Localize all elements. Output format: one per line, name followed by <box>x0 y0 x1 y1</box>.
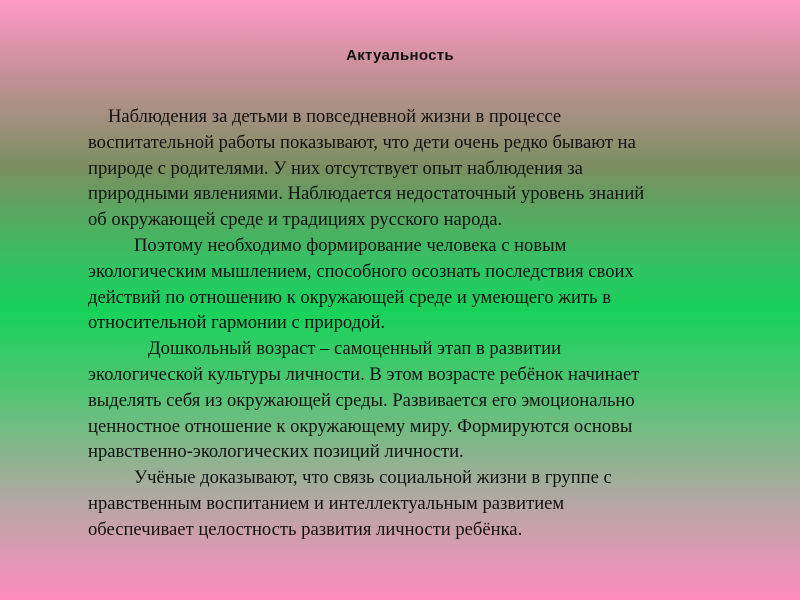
text-line: природными явлениями. Наблюдается недостаточный уровень знаний <box>88 183 645 205</box>
paragraph-1 <box>88 104 778 233</box>
text-line: об окружающей среде и традициях русского народа. <box>88 209 503 231</box>
text-line: относительной гармонии с природой. <box>88 312 386 334</box>
text-line: выделять себя из окружающей среды. Развивается его эмоционально <box>88 389 635 411</box>
text-line: Поэтому необходимо формирование человека с новым <box>134 234 567 256</box>
paragraph-3 <box>88 336 778 465</box>
text-line: Дошкольный возраст – самоценный этап в развитии <box>148 338 562 360</box>
text-line: действий по отношению к окружающей среде и умеющего жить в <box>88 286 611 308</box>
text-line: ценностное отношение к окружающему миру. Формируются основы <box>88 415 633 437</box>
paragraph-4 <box>88 465 778 542</box>
text-line: воспитательной работы показывают, что дети очень редко бывают на <box>88 131 636 153</box>
text-line: Учёные доказывают, что связь социальной жизни в группе с <box>134 467 612 489</box>
text-line: экологическим мышлением, способного осознать последствия своих <box>88 260 634 282</box>
paragraph-2 <box>88 233 778 336</box>
slide-body <box>88 104 778 543</box>
text-line: Наблюдения за детьми в повседневной жизни в процессе <box>108 106 562 127</box>
text-line: экологической культуры личности. В этом возрасте ребёнок начинает <box>88 363 640 385</box>
text-line: природе с родителями. У них отсутствует опыт наблюдения за <box>88 157 583 179</box>
text-line: нравственным воспитанием и интеллектуальным развитием <box>88 492 565 514</box>
slide-title: Актуальность <box>346 47 454 64</box>
text-line: обеспечивает целостность развития личности ребёнка. <box>88 518 523 540</box>
text-line: нравственно-экологических позиций личности. <box>88 441 464 463</box>
